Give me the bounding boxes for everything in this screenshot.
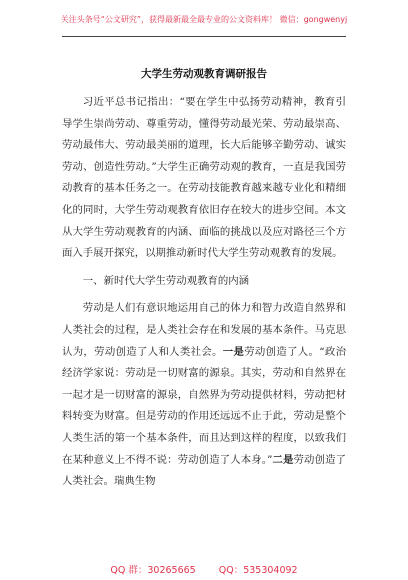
page-header: 关注头条号“公文研究”，获得最新最全最专业的公文资料库！ 微信：gongwenyj xyxy=(60,15,348,24)
section-text-b: 劳动创造了人。“政治经济学家说：劳动是一切财富的源泉。其实，劳动和自然界在一起才是一切财富的源泉，自然界为劳动提供材料，劳动把材料转变为财富。但是劳动的作用还远远不止于此，劳动是整个人类生活的第一个基本条件，而且达到这样的程度，以致我们在某种意义上不得不说：劳动创造了人本身。” xyxy=(62,345,346,466)
section-heading: 一、新时代大学生劳动观教育的内涵 xyxy=(82,274,250,287)
section-paragraph xyxy=(62,298,346,492)
page-footer xyxy=(0,562,408,576)
section-text-a: 劳动是人们有意识地运用自己的体力和智力改造自然界和人类社会的过程，是人类社会存在和发展的基本条件。马克思认为，劳动创造了人和人类社会。 xyxy=(62,302,346,358)
header-divider xyxy=(62,36,346,37)
footer-qq-group: QQ 群：30265665 xyxy=(110,565,196,576)
section-text-c: 劳动创造了人类社会。瑞典生物 xyxy=(62,453,346,488)
bold-marker-one: 一是 xyxy=(222,345,245,358)
footer-qq: QQ：535304092 xyxy=(218,565,298,576)
document-body xyxy=(62,92,346,493)
intro-paragraph: 习近平总书记指出：“要在学生中弘扬劳动精神，教育引导学生崇尚劳动、尊重劳动，懂得劳动最光荣、劳动最崇高、劳动最伟大、劳动最美丽的道理，长大后能够辛勤劳动、诚实劳动、创造性劳动。”大学生正确劳动观的教育，一直是我国劳动教育的基本任务之一。在劳动技能教育越来越专业化和精细化的同时，大学生劳动观教育依旧存在较大的进步空间。本文从大学生劳动观教育的内涵、面临的挑战以及应对路径三个方面入手展开探究，以期推动新时代大学生劳动观教育的发展。 xyxy=(62,96,346,260)
bold-marker-two: 二是 xyxy=(272,453,294,466)
document-title: 大学生劳动观教育调研报告 xyxy=(141,68,267,80)
